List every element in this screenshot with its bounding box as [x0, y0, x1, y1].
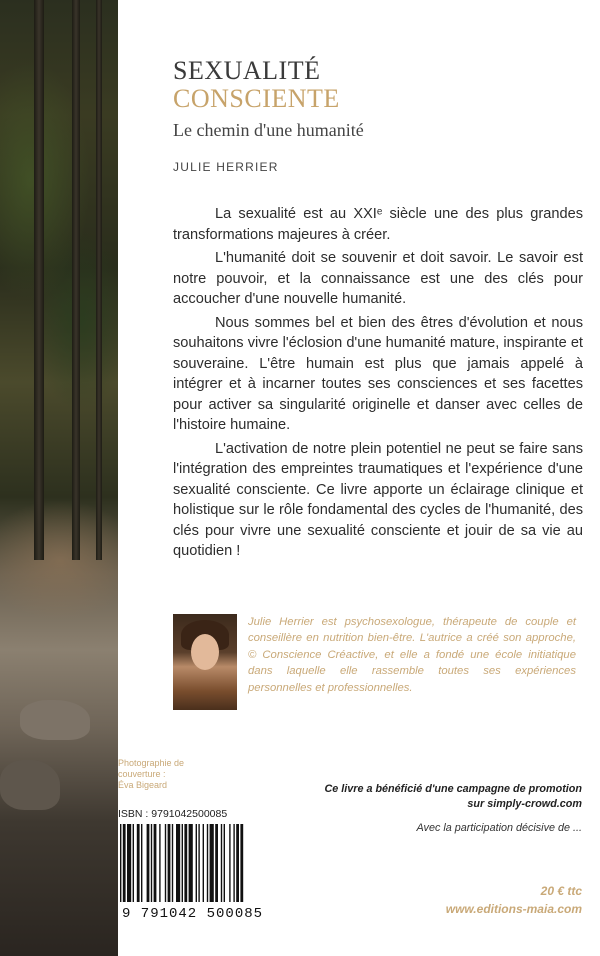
blurb-text: [173, 204, 583, 565]
blurb-paragraph: Nous sommes bel et bien des êtres d'évolution et nous souhaitons vivre l'éclosion d'une humanité mature, inspirante et souveraine. L'être humain est plus que jamais appelé à intégrer et à incarner toutes ses consciences et ses facettes pour activer sa singularité originelle et danser avec celles de l'histoire humaine.: [173, 314, 583, 433]
isbn-barcode: [118, 824, 288, 902]
photo-credit: [118, 758, 228, 791]
promo-line2: sur simply-crowd.com: [467, 798, 582, 810]
rock: [20, 700, 90, 740]
blurb-paragraph: L'humanité doit se souvenir et doit savoir. Le savoir est notre pouvoir, et la connaissance est une des clés pour accoucher d'une nouvelle humanité.: [173, 250, 583, 307]
photo-credit-label: Photographie de couverture :: [118, 758, 185, 779]
cover-forest-photo: [0, 0, 118, 956]
barcode-number: 9 791042 500085: [122, 906, 264, 922]
book-title-line2: CONSCIENTE: [173, 84, 340, 113]
price: 20 € ttc: [540, 884, 582, 898]
book-subtitle: Le chemin d'une humanité: [173, 120, 364, 140]
book-title-line1: SEXUALITÉ: [173, 56, 321, 85]
blurb-paragraph: L'activation de notre plein potentiel ne peut se faire sans l'intégration des empreintes traumatiques et l'expérience d'une sexualité consciente. Ce livre apporte un éclairage clinique et holistique sur le rôle fondamental des cycles de l'humanité, des clés pour vivre une sexualité consciente et jouir de sa vie au quotidien !: [173, 440, 583, 559]
participation-note: Avec la participation décisive de ...: [416, 822, 582, 834]
back-cover-content: [118, 0, 600, 956]
author-name: JULIE HERRIER: [173, 160, 279, 174]
author-portrait: [173, 614, 237, 710]
author-bio: Julie Herrier est psychosexologue, thérapeute de couple et conseillère en nutrition bien-être. L'autrice a créé son approche, © Conscience Créactive, et elle a fondé une école initiatique dans laquelle elle rassemble toutes ses expériences personnelles et professionnelles.: [248, 616, 576, 694]
promo-line1: Ce livre a bénéficié d'une campagne de promotion: [324, 783, 582, 795]
tree-trunk: [96, 0, 102, 560]
promo-note: [262, 782, 582, 812]
blurb-paragraph: La sexualité est au XXIᵉ siècle une des plus grandes transformations majeures à créer.: [173, 206, 583, 243]
isbn-label: ISBN : 9791042500085: [118, 808, 228, 820]
photo-credit-name: Éva Bigeard: [118, 780, 168, 790]
rock: [0, 760, 60, 810]
publisher-website: www.editions-maia.com: [445, 902, 582, 916]
tree-trunk: [72, 0, 80, 560]
tree-trunk: [34, 0, 44, 560]
